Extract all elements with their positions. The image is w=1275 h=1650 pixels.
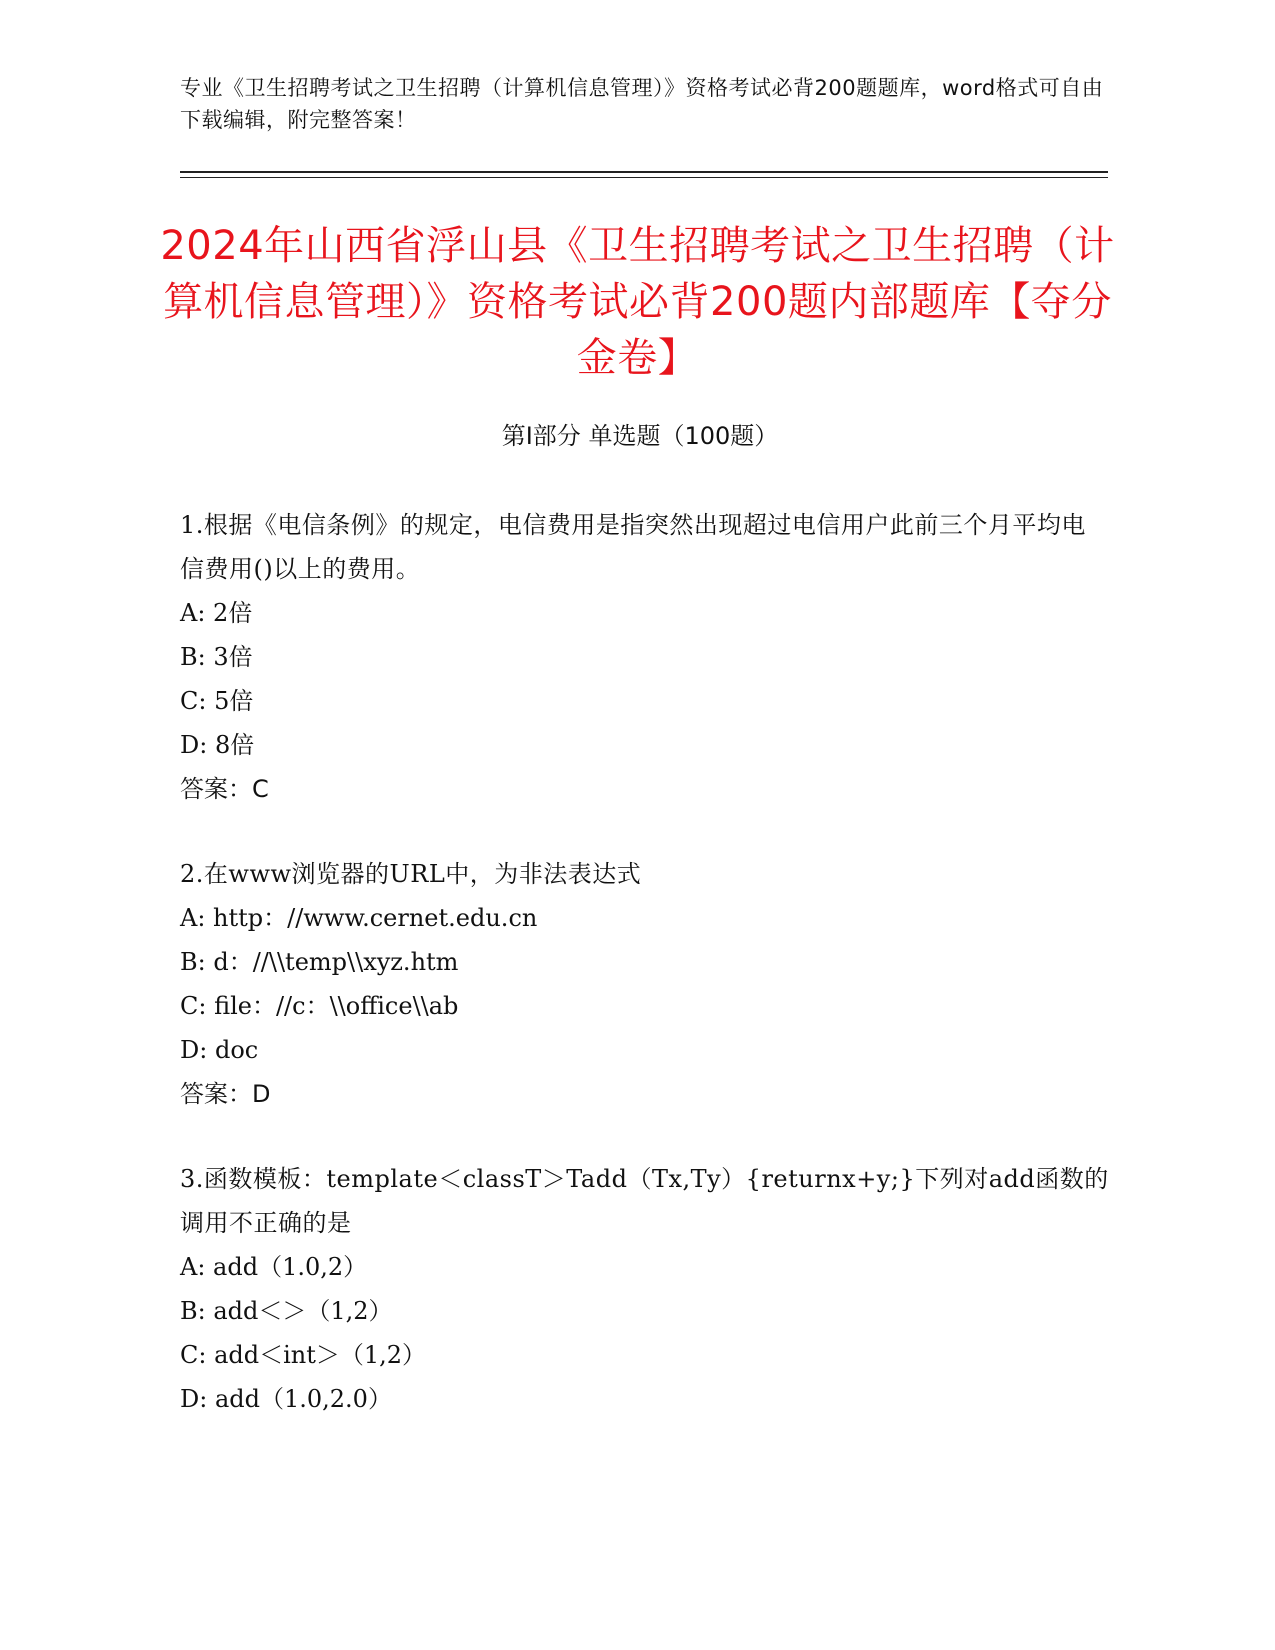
option-b: B: add＜＞（1,2）	[180, 1297, 393, 1325]
option-c: C: 5倍	[180, 687, 254, 715]
option-b: B: 3倍	[180, 643, 253, 671]
answer: 答案：C	[180, 775, 269, 803]
document-title: 2024年山西省浮山县《卫生招聘考试之卫生招聘（计算机信息管理）》资格考试必背200题内部题库【夺分金卷】	[160, 223, 1115, 381]
question-stem: 1.根据《电信条例》的规定，电信费用是指突然出现超过电信用户此前三个月平均电信费用()以上的费用。	[180, 511, 1086, 583]
option-a: A: http：//www.cernet.edu.cn	[180, 904, 538, 932]
option-a: A: add（1.0,2）	[180, 1253, 368, 1281]
option-c: C: file：//c：\\office\\ab	[180, 992, 459, 1020]
answer: 答案：D	[180, 1080, 271, 1108]
header-note: 专业《卫生招聘考试之卫生招聘（计算机信息管理）》资格考试必背200题题库，word格式可自由下载编辑，附完整答案！	[180, 76, 1104, 132]
question-2	[180, 852, 1110, 1116]
section-title: 第Ⅰ部分 单选题（100题）	[501, 422, 779, 450]
header-rule-thick	[180, 171, 1108, 173]
option-d: D: doc	[180, 1036, 259, 1064]
option-d: D: add（1.0,2.0）	[180, 1385, 392, 1413]
option-c: C: add＜int＞（1,2）	[180, 1341, 427, 1369]
question-stem: 3.函数模板：template＜classT＞Tadd（Tx,Ty）{returnx+y;}下列对add函数的调用不正确的是	[180, 1165, 1109, 1237]
option-a: A: 2倍	[180, 599, 253, 627]
option-d: D: 8倍	[180, 731, 255, 759]
question-1	[180, 503, 1110, 811]
question-3	[180, 1157, 1110, 1421]
question-stem: 2.在www浏览器的URL中，为非法表达式	[180, 860, 642, 888]
option-b: B: d：//\\temp\\xyz.htm	[180, 948, 459, 976]
header-rule-thin	[180, 177, 1108, 178]
